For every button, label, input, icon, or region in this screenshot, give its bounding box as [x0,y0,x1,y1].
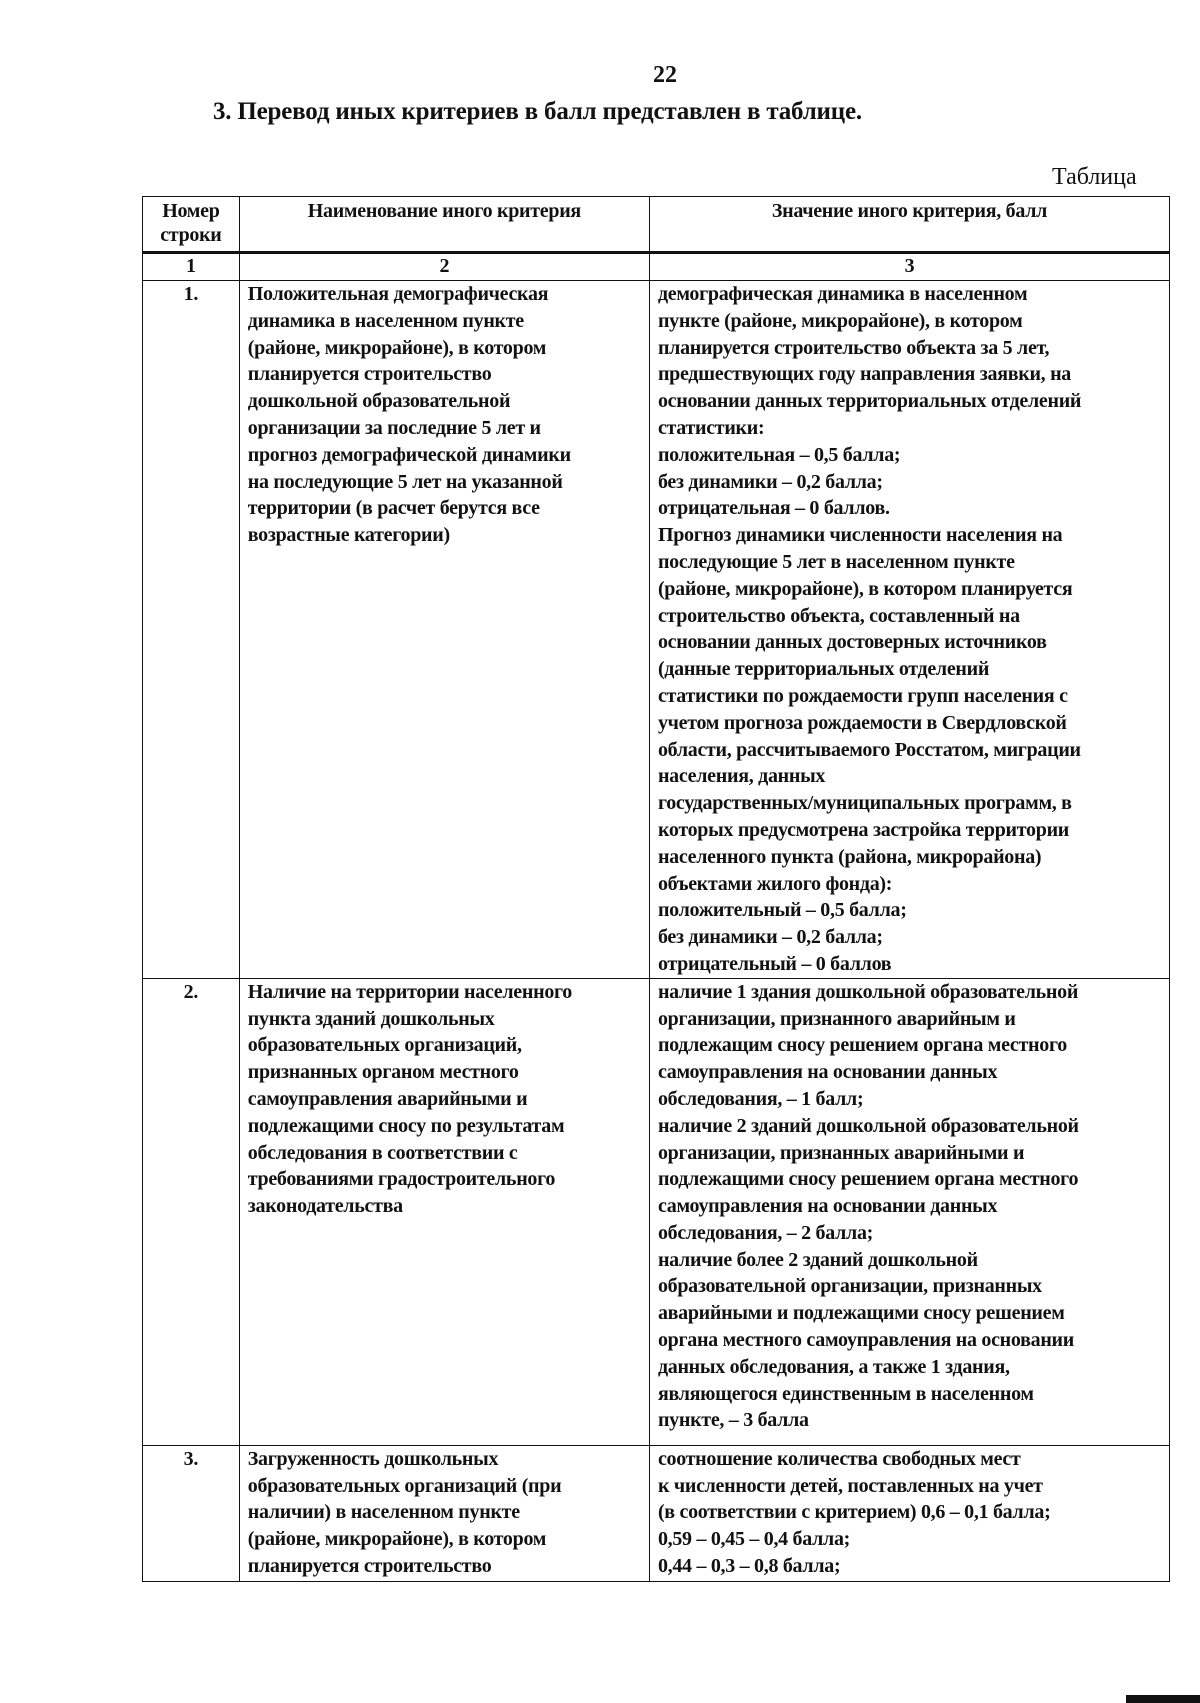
cell-text-line: статистики: [657,416,765,439]
cell-text-line: Наличие на территории населенного [247,980,572,1003]
cell-text-line: (районе, микрорайоне), в котором [247,336,547,359]
criterion-value-cell [649,1445,1169,1581]
table-caption: Таблица [1052,164,1137,190]
header-criterion-value: Значение иного критерия, балл [649,197,1169,253]
cell-text-line: образовательных организаций, [247,1034,522,1057]
cell-text-line: подлежащими сносу решением органа местного [657,1168,1079,1191]
scan-edge-mark [1126,1695,1200,1703]
cell-text-line: учетом прогноза рождаемости в Свердловской [657,711,1067,734]
criteria-table [142,196,1170,1582]
cell-text-line: организации, признанных аварийными и [657,1141,1025,1164]
cell-text-line: (районе, микрорайоне), в котором планируется [657,577,1073,600]
cell-text-line: которых предусмотрена застройка территории [657,818,1070,841]
cell-text-line: последующие 5 лет в населенном пункте [657,550,1015,573]
table-row [143,1445,1170,1581]
cell-text-line: положительная – 0,5 балла; [657,443,901,466]
cell-text-line: Прогноз динамики численности населения на [657,524,1063,547]
criterion-name-cell [239,978,649,1445]
cell-text-line: 0,59 – 0,45 – 0,4 балла; [657,1528,851,1551]
cell-text-line: динамика в населенном пункте [247,309,524,332]
cell-text-line: без динамики – 0,2 балла; [657,470,883,493]
cell-text-line: требованиями градостроительного [247,1168,556,1191]
cell-text-line: наличие 1 здания дошкольной образовательной [657,980,1079,1003]
cell-text-line: планируется строительство [247,363,492,386]
cell-text-line: наличие 2 зданий дошкольной образовательной [657,1114,1079,1137]
cell-text-line: (в соответствии с критерием) 0,6 – 0,1 балла; [657,1501,1051,1524]
cell-text-line: на последующие 5 лет на указанной [247,470,563,493]
cell-text-line: самоуправления на основании данных [657,1195,998,1218]
column-number: 3 [649,253,1169,281]
cell-text-line: области, рассчитываемого Росстатом, миграции [657,738,1081,761]
cell-text-line: являющегося единственным в населенном [657,1382,1034,1405]
cell-text-line: аварийными и подлежащими сносу решением [657,1302,1065,1325]
cell-text-line: подлежащими сносу по результатам [247,1114,565,1137]
cell-text-line: пункте (районе, микрорайоне), в котором [657,309,1023,332]
cell-text-line: государственных/муниципальных программ, в [657,792,1072,815]
cell-text-line: законодательства [247,1195,403,1218]
cell-text-line: (районе, микрорайоне), в котором [247,1528,547,1551]
column-number: 1 [143,253,240,281]
cell-text-line: обследования в соответствии с [247,1141,518,1164]
criterion-name-cell [239,1445,649,1581]
cell-text-line: образовательной организации, признанных [657,1275,1042,1298]
cell-text-line: отрицательный – 0 баллов [657,952,892,975]
cell-text-line: объектами жилого фонда): [657,872,893,895]
criterion-value-cell [649,978,1169,1445]
cell-text-line: населенного пункта (района, микрорайона) [657,845,1042,868]
cell-text-line: планируется строительство объекта за 5 лет, [657,336,1050,359]
cell-text-line: образовательных организаций (при [247,1474,562,1497]
cell-text-line: Положительная демографическая [247,283,549,305]
cell-text-line: демографическая динамика в населенном [657,283,1028,305]
section-heading: 3. Перевод иных критериев в балл представлен в таблице. [213,98,862,125]
cell-text-line: 0,44 – 0,3 – 0,8 балла; [657,1554,841,1577]
cell-text-line: наличие более 2 зданий дошкольной [657,1248,978,1271]
cell-text-line: дошкольной образовательной [247,390,511,413]
cell-text-line: организации за последние 5 лет и [247,416,541,439]
cell-text-line: положительный – 0,5 балла; [657,899,907,922]
row-number: 3. [143,1445,240,1581]
cell-text-line: основании данных территориальных отделений [657,390,1082,413]
table-row [143,281,1170,979]
row-number: 2. [143,978,240,1445]
cell-text-line: прогноз демографической динамики [247,443,571,466]
cell-text-line: наличии) в населенном пункте [247,1501,520,1524]
cell-text-line: статистики по рождаемости групп населения с [657,684,1068,707]
table-row [143,978,1170,1445]
criterion-name-cell [239,281,649,979]
column-number-row [143,253,1170,281]
cell-text-line: соотношение количества свободных мест [657,1447,1021,1470]
cell-text-line: предшествующих году направления заявки, на [657,363,1071,386]
cell-text-line: признанных органом местного [247,1061,519,1084]
cell-text-line: обследования, – 2 балла; [657,1221,874,1244]
cell-text-line: органа местного самоуправления на основании [657,1329,1074,1352]
cell-text-line: без динамики – 0,2 балла; [657,926,883,949]
cell-text-line: данных обследования, а также 1 здания, [657,1355,1010,1378]
cell-text-line: основании данных достоверных источников [657,631,1047,654]
cell-text-line: самоуправления аварийными и [247,1087,528,1110]
cell-text-line: строительство объекта, составленный на [657,604,1020,627]
header-row-number: Номер строки [143,197,240,253]
cell-text-line: территории (в расчет берутся все [247,497,540,520]
cell-text-line: отрицательная – 0 баллов. [657,497,890,520]
cell-text-line: пункте, – 3 балла [657,1409,809,1432]
table-header-row [143,197,1170,253]
cell-text-line: подлежащим сносу решением органа местного [657,1034,1067,1057]
cell-text-line: Загруженность дошкольных [247,1447,499,1470]
criterion-value-cell [649,281,1169,979]
header-criterion-name: Наименование иного критерия [239,197,649,253]
cell-text-line: обследования, – 1 балл; [657,1087,864,1110]
cell-text-line: возрастные категории) [247,524,450,547]
cell-text-line: к численности детей, поставленных на учет [657,1474,1043,1497]
cell-text-line: планируется строительство [247,1554,492,1577]
cell-text-line: пункта зданий дошкольных [247,1007,495,1030]
row-number: 1. [143,281,240,979]
cell-text-line: самоуправления на основании данных [657,1061,998,1084]
cell-text-line: организации, признанного аварийным и [657,1007,1016,1030]
page-number: 22 [653,62,677,88]
column-number: 2 [239,253,649,281]
cell-text-line: (данные территориальных отделений [657,658,990,681]
cell-text-line: населения, данных [657,765,826,788]
